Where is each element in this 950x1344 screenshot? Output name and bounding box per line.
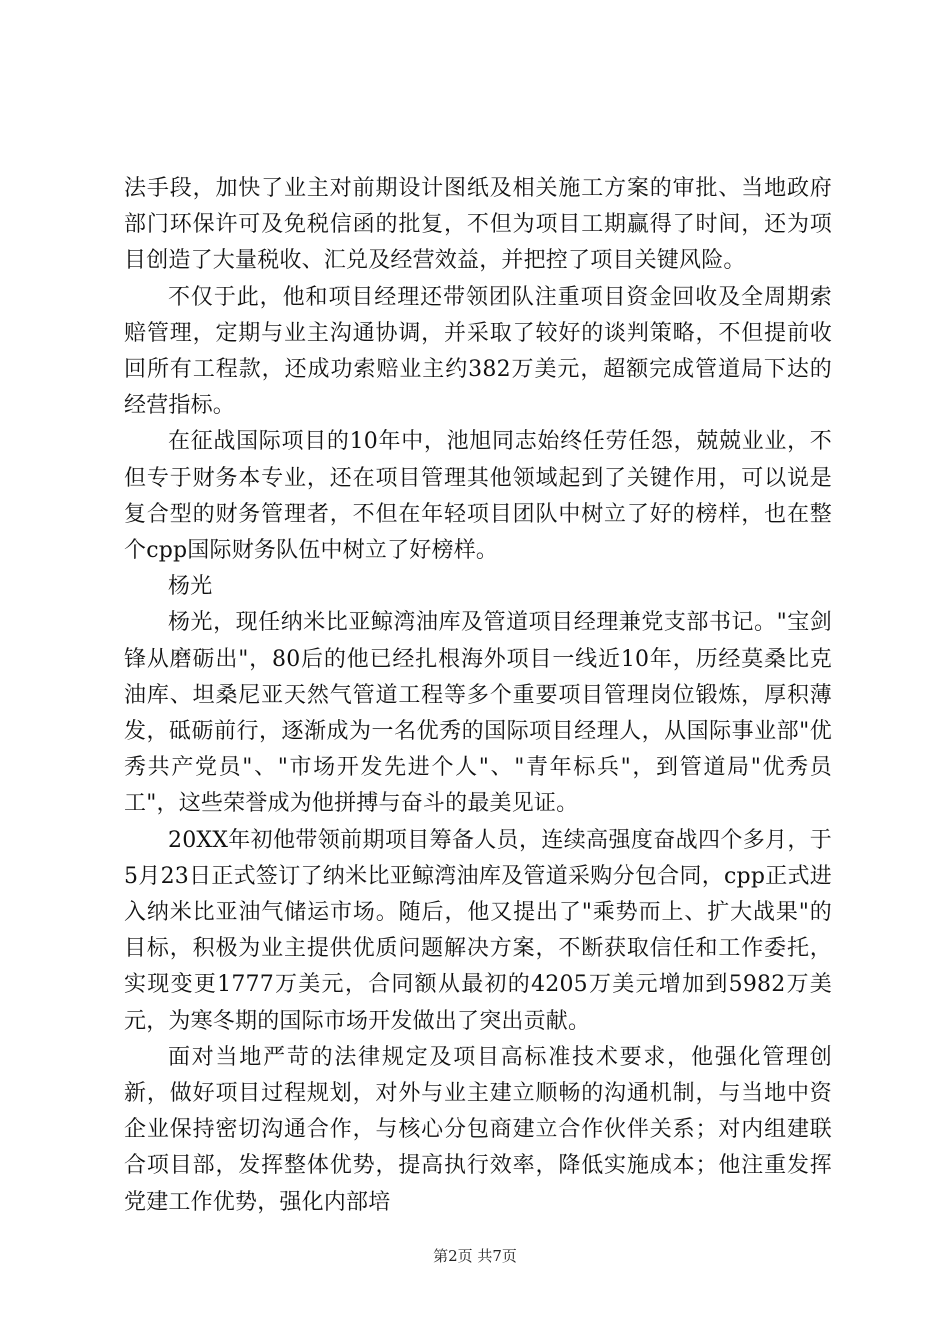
section-heading-name: 杨光 (168, 574, 213, 600)
page-number-footer: 第2页 共7页 (433, 1247, 517, 1265)
paragraph-7: 面对当地严苛的法律规定及项目高标准技术要求，他强化管理创新，做好项目过程规划，对外与业主建立顺畅的沟通机制，与当地中资企业保持密切沟通合作，与核心分包商建立合作伙伴关系；对内组建联合项目部，发挥整体优势，提高执行效率，降低实施成本；他注重发挥党建工作优势，强化内部培 (124, 1044, 832, 1215)
paragraph-5: 杨光，现任纳米比亚鲸湾油库及管道项目经理兼党支部书记。"宝剑锋从磨砺出"，80后的他已经扎根海外项目一线近10年，历经莫桑比克油库、坦桑尼亚天然气管道工程等多个重要项目管理岗位锻炼，厚积薄发，砥砺前行，逐渐成为一名优秀的国际项目经理人，从国际事业部"优秀共产党员"、"市场开发先进个人"、"青年标兵"，到管道局"优秀员工"，这些荣誉成为他拼搏与奋斗的最美见证。 (124, 610, 832, 817)
document-body (124, 171, 832, 1221)
paragraph-1: 法手段，加快了业主对前期设计图纸及相关施工方案的审批、当地政府部门环保许可及免税信函的批复，不但为项目工期赢得了时间，还为项目创造了大量税收、汇兑及经营效益，并把控了项目关键风险。 (124, 176, 832, 274)
paragraph-3: 在征战国际项目的10年中，池旭同志始终任劳任怨，兢兢业业，不但专于财务本专业，还在项目管理其他领域起到了关键作用，可以说是复合型的财务管理者，不但在年轻项目团队中树立了好的榜样，也在整个cpp国际财务队伍中树立了好榜样。 (124, 429, 832, 564)
paragraph-6: 20XX年初他带领前期项目筹备人员，连续高强度奋战四个多月，于5月23日正式签订了纳米比亚鲸湾油库及管道采购分包合同，cpp正式进入纳米比亚油气储运市场。随后，他又提出了"乘势而上、扩大战果"的目标，积极为业主提供优质问题解决方案，不断获取信任和工作委托，实现变更1777万美元，合同额从最初的4205万美元增加到5982万美元，为寒冬期的国际市场开发做出了突出贡献。 (124, 827, 832, 1034)
paragraph-2: 不仅于此，他和项目经理还带领团队注重项目资金回收及全周期索赔管理，定期与业主沟通协调，并采取了较好的谈判策略，不但提前收回所有工程款，还成功索赔业主约382万美元，超额完成管道局下达的经营指标。 (124, 284, 832, 419)
